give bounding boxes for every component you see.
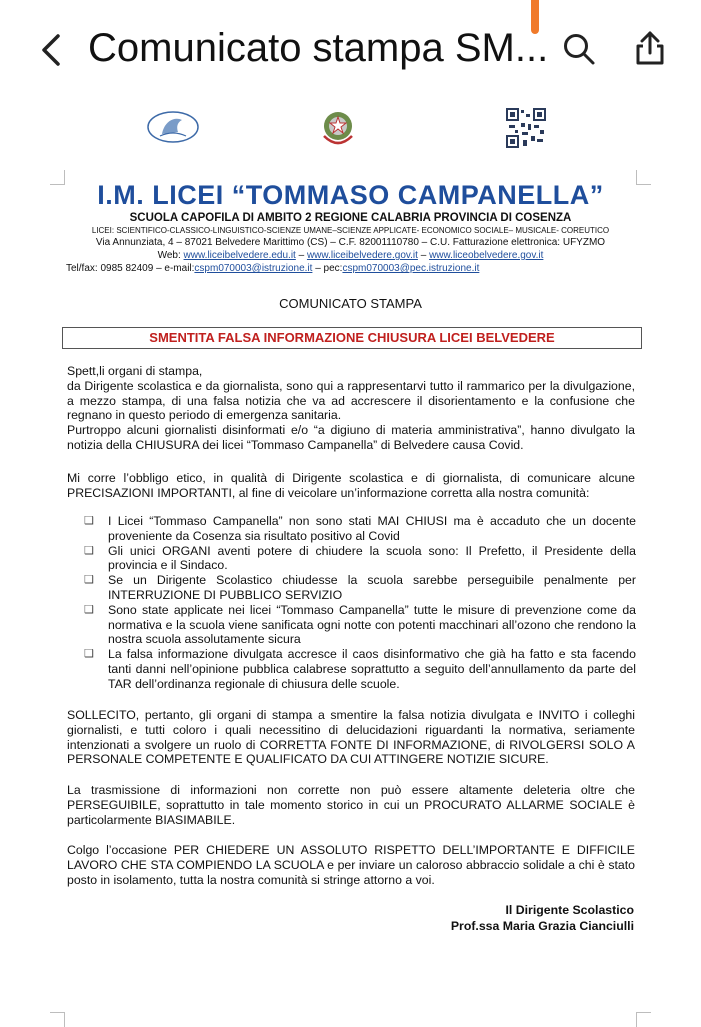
pec-label: – pec: — [312, 263, 343, 274]
signer-role: Il Dirigente Scolastico — [505, 903, 634, 917]
chevron-left-icon[interactable] — [36, 30, 68, 70]
letterhead-address: Via Annunziata, 4 – 87021 Belvedere Marittimo (CS) – C.F. 82001110780 – C.U. Fatturazione elettronica: UFYZMO — [95, 237, 606, 248]
list-item-text: Sono state applicate nei licei “Tommaso Campanella” tutte le misure di prevenzione come da normativa e la scuola viene sanificata ogni notte con potenti macchinari all’ozono che rendono la nostra scuola assolutamente sicura — [108, 602, 636, 647]
email-link[interactable]: cspm070003@istruzione.it — [194, 263, 313, 274]
letterhead-web — [0, 250, 701, 261]
paragraph-5: Colgo l’occasione PER CHIEDERE UN ASSOLUTO RISPETTO DELL’IMPORTANTE E DIFFICILE LAVORO CHE STA COMPIENDO LA SCUOLA e per inviare un caloroso abbraccio solidale a chi è stato posto in isolamento, tutta la nostra comunità si stringe attorno a voi. — [67, 843, 635, 887]
letterhead-licei: LICEI: SCIENTIFICO-CLASSICO-LINGUISTICO-SCIENZE UMANE–SCIENZE APPLICATE- ECONOMICO SOCIALE– MUSICALE- COREUTICO — [91, 226, 610, 235]
list-item-text: I Licei “Tommaso Campanella” non sono stati MAI CHIUSI ma è accaduto che un docente proveniente da Cosenza sia risultato positivo al Covid — [108, 514, 636, 543]
list-item-text: La falsa informazione divulgata accresce il caos disinformativo che già ha fatto e sta facendo tanti danni nell’opinione pubblica calabrese soprattutto a seguito dell’annullamento da parte del TAR dell’ordinanza regionale di chiusura delle scuole. — [108, 647, 636, 691]
paragraph-3: SOLLECITO, pertanto, gli organi di stampa a smentire la falsa notizia divulgata e INVITO i colleghi giornalisti, e tutti coloro i quali necessitino di delucidazioni riguardanti la normativa, seriamente intenzionati a svolgere un ruolo di CORRETTA FONTE DI INFORMAZIONE, di RIVOLGERSI SOLO A PERSONALE COMPETENTE E QUALIFICATO DA CUI ATTINGERE NOTIZIE SICURE. — [67, 708, 635, 767]
list-item-text: Se un Dirigente Scolastico chiudesse la scuola sarebbe perseguibile penalmente per INTERRUZIONE DI PUBBLICO SERVIZIO — [108, 573, 636, 602]
web-link-1[interactable]: www.liceibelvedere.edu.it — [183, 250, 296, 261]
search-icon[interactable] — [560, 30, 598, 68]
page-title: Comunicato stampa SM... — [88, 26, 549, 70]
bullet-icon: ❑ — [84, 515, 94, 527]
list-item — [84, 514, 636, 544]
paragraph-1b: Purtroppo alcuni giornalisti disinformati e/o “a digiuno di materia amministrativa”, hanno divulgato la notizia della CHIUSURA dei licei “Tommaso Campanella” di Belvedere causa Covid. — [67, 423, 635, 452]
bullet-icon: ❑ — [84, 574, 94, 587]
separator: – — [417, 250, 430, 261]
bullet-icon: ❑ — [84, 648, 94, 661]
paragraph-1: da Dirigente scolastica e da giornalista, sono qui a rappresentarvi tutto il rammarico per la divulgazione, a mezzo stampa, di una falsa notizia che va ad accrescere il disorientamento e la confusione che regnano in questo periodo di emergenza sanitaria. — [67, 378, 635, 423]
share-icon[interactable] — [630, 28, 670, 68]
letterhead-subtitle: SCUOLA CAPOFILA DI AMBITO 2 REGIONE CALABRIA PROVINCIA DI COSENZA — [129, 212, 572, 224]
paragraph-4: La trasmissione di informazioni non corrette non può essere altamente deleteria oltre che PERSEGUIBILE, soprattutto in tale momento storico in cui un PROCURATO ALLARME SOCIALE è particolarmente BIASIMABILE. — [67, 783, 635, 827]
signer-name: Prof.ssa Maria Grazia Cianciulli — [450, 919, 634, 933]
pec-link[interactable]: cspm070003@pec.istruzione.it — [342, 263, 480, 274]
boxed-title — [62, 327, 642, 349]
list-item — [84, 603, 636, 647]
list-item — [84, 647, 636, 691]
web-link-2[interactable]: www.liceibelvedere.gov.it — [306, 250, 418, 261]
school-name: I.M. LICEI “TOMMASO CAMPANELLA” — [97, 180, 604, 210]
document-page — [0, 100, 701, 1024]
letterhead-contacts — [66, 263, 479, 274]
separator: – — [295, 250, 307, 261]
app-bar — [0, 0, 701, 100]
paragraph-2: Mi corre l’obbligo etico, in qualità di Dirigente scolastica e di giornalista, di comunicare alcune PRECISAZIONI IMPORTANTI, al fine di veicolare un’informazione corretta alla nostra comunità: — [67, 471, 635, 500]
list-item — [84, 573, 636, 603]
bullet-icon: ❑ — [84, 544, 94, 557]
crop-mark — [636, 1012, 651, 1027]
bullet-list — [84, 514, 636, 692]
republic-emblem — [318, 106, 358, 150]
boxed-title-text: SMENTITA FALSA INFORMAZIONE CHIUSURA LICEI BELVEDERE — [149, 330, 555, 345]
web-label: Web: — [157, 250, 181, 261]
tel-label: Tel/fax: 0985 82409 – e-mail: — [66, 263, 195, 274]
web-link-3[interactable]: www.liceobelvedere.gov.it — [429, 250, 544, 261]
press-release-heading: COMUNICATO STAMPA — [279, 296, 422, 311]
signature-block — [451, 902, 634, 934]
qr-code — [506, 108, 546, 148]
list-item-text: Gli unici ORGANI aventi potere di chiudere la scuola sono: Il Prefetto, il Presidente della provincia e il Sindaco. — [108, 543, 636, 573]
bullet-icon: ❑ — [84, 603, 94, 616]
greeting: Spett,li organi di stampa, — [67, 364, 203, 378]
list-item — [84, 544, 636, 574]
crop-mark — [50, 1012, 65, 1027]
intro-section — [67, 364, 635, 453]
school-logo — [146, 110, 200, 144]
